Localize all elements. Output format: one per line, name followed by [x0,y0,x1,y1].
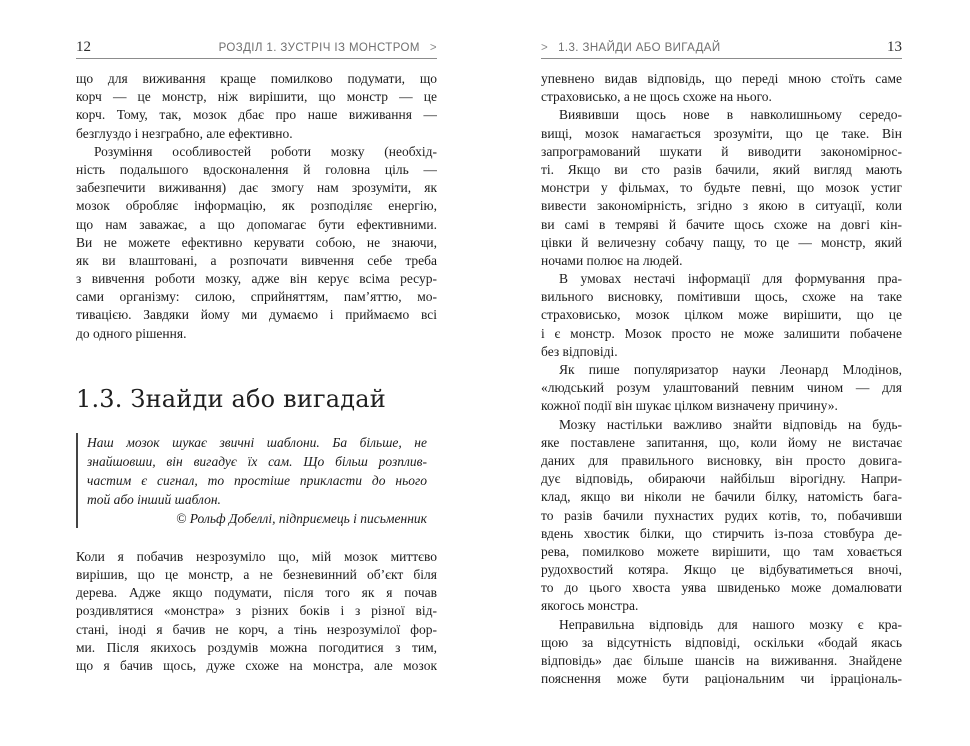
paragraph-line: яке поставлене запитання, що, коли йому не вистачає [541,434,902,450]
paragraph-line: Неправильна відповідь для нашого мозку є кра- [559,616,902,632]
paragraph-line: Мозку настільки важливо знайти відповідь на будь- [559,416,902,432]
paragraph-line: монстри у фільмах, то будьте певні, що мозок устиг [541,180,902,196]
paragraph-line: клад, якщо ви ніколи не бачили білку, натомість бага- [541,489,902,505]
epigraph [76,433,427,528]
paragraph-line: страховисько, а не щось схоже на нього. [541,89,772,105]
epigraph-line: той або інший шаблон. [87,491,221,507]
paragraph-line: цівки й величезну собачу пащу, то це — монстр, який [541,234,902,250]
body-paragraph [541,416,902,616]
paragraph-line: якогось монстра. [541,598,639,614]
paragraph-line: відповідь» дає більше шансів на виживання. Знайдене [541,653,902,668]
paragraph-line: В умовах нестачі інформації для формування пра- [559,271,902,287]
paragraph-line: що нам заважає, а що допомагає бути ефективними. [76,216,437,232]
chevron-right-icon: > [429,42,437,54]
paragraph-line: вильного висновку, помітивши щось, схоже на таке [541,289,902,305]
paragraph-line: дерева. Адже якщо подумати, після того як я почав [76,585,437,601]
paragraph-line: ність подальшого вдосконалення й головна ціль — [76,161,437,177]
paragraph-line: ті. Якщо ви сто разів бачили, який вигляд мають [541,161,902,177]
chevron-right-icon: > [541,42,549,54]
paragraph-line: роздивлятися «монстра» з різних боків і з різної від- [76,603,437,619]
epigraph-line: Наш мозок шукає звичні шаблони. Ба більше, не [87,434,427,450]
running-head-group [541,41,721,55]
body-paragraph [541,361,902,416]
paragraph-line: сами організму: силою, сприйняттям, пам’яттю, мо- [76,289,437,305]
paragraph-line: дує відповідь, обираючи найбільш вірогідну. Напри- [541,471,902,487]
page-number: 12 [76,39,91,55]
header-rule [76,58,437,59]
body-paragraph [76,143,437,343]
paragraph-line: щою за відсутність відповіді, оскільки «бодай якась [541,634,902,650]
page-right [485,0,970,746]
paragraph-line: вдень хвостик білки, що стирчить із-поза стовбура де- [541,525,902,541]
running-head: 1.3. ЗНАЙДИ АБО ВИГАДАЙ [558,42,721,54]
paragraph-line: рудохвостий котяра. Якщо це відбуватиметься вночі, [541,562,902,578]
running-head: РОЗДІЛ 1. ЗУСТРІЧ ІЗ МОНСТРОМ [218,42,420,54]
epigraph-line: частим є сигнал, то простіше прикласти до нього [87,472,427,488]
paragraph-line: і є монстр. Мозок просто не може залишити побачене [541,325,902,341]
paragraph-line: з вивчення роботи мозку, адже він керує всіма ресур- [76,271,437,287]
page-header [76,40,437,55]
paragraph-line: Ви не можете ефективно керувати собою, не знаючи, [76,234,437,250]
header-rule [541,58,902,59]
body-paragraph [541,270,902,361]
body-paragraph [541,70,902,106]
paragraph-line: вирішив, що це монстр, а не безневинний об’єкт біля [76,567,437,582]
paragraph-line: даних для правильного висновку, він просто довига- [541,452,902,468]
paragraph-line: Розуміння особливостей роботи мозку (необхід- [94,143,437,159]
paragraph-line: упевнено видав відповідь, що переді мною стоїть саме [541,71,902,86]
paragraph-line: стані, іноді я бачив не корч, а тінь незрозумілої фор- [76,621,437,637]
paragraph-line: що я бачив щось, дуже схоже на монстра, але мозок [76,657,437,673]
paragraph-line: Виявивши щось нове в навколишньому середо- [559,107,902,123]
body-paragraph [76,70,437,143]
paragraph-line: забезпечити виживання) дає змогу нам зрозуміти, як [76,180,437,196]
running-head-group [219,41,437,55]
paragraph-line: мозок обробляє інформацію, як розподіляє енергію, [76,198,437,214]
paragraph-line: як ви влаштовані, а розпочати вивчення себе треба [76,252,437,268]
section-heading: 1.3. Знайди або вигадай [76,384,386,413]
paragraph-line: вивести закономірність, згідно з якою в ситуації, коли [541,198,902,214]
paragraph-line: запрограмований шукати й виводити закономірнос- [541,143,902,159]
paragraph-line: корч — це монстр, ніж вирішити, що монстр — це [76,89,437,105]
page-body [76,70,437,675]
paragraph-line: до одного рішення. [76,325,187,341]
paragraph-line: то разів бачили пухнастих рудих котів, то, побачивши [541,507,902,523]
paragraph-line: рева, помилково можете вирішити, що там ховається [541,543,902,559]
paragraph-line: Коли я побачив незрозуміло що, мій мозок миттєво [76,548,437,564]
epigraph-line: знайшовши, він вигадує їх сам. Що більш розплив- [87,453,427,469]
paragraph-line: корч. Тому, так, мозок дбає про наше виживання — [76,107,437,123]
page-header [541,40,902,55]
paragraph-line: що для виживання краще помилково подумати, що [76,71,437,86]
paragraph-line: Як пише популяризатор науки Леонард Млодінов, [559,362,902,377]
paragraph-line: страховисько, мозок цілком може вирішити, що це [541,307,902,323]
page-number: 13 [887,39,902,55]
paragraph-line: ви самі в темряві й бачите щось схоже на довгі кін- [541,216,902,232]
paragraph-line: ми. Після якихось роздумів можна погодитися з тим, [76,639,437,655]
paragraph-line: вищі, мозок намагається зрозуміти, що це таке. Він [541,125,902,141]
paragraph-line: то до цього хвоста уява швиденько може домалювати [541,580,902,596]
paragraph-line: без відповіді. [541,343,618,359]
epigraph-attribution: © Рольф Добеллі, підприємець і письменник [176,510,427,526]
paragraph-line: безглуздо і незграбно, але ефективно. [76,125,293,141]
paragraph-line: пояснення може бути раціональним чи ірраціональ- [541,671,902,687]
paragraph-line: «людський розум улаштований певним чином — для [541,380,902,396]
page-body [541,70,902,688]
paragraph-line: тивацією. Завдяки йому ми думаємо і приймаємо всі [76,307,437,323]
body-paragraph [76,548,437,675]
paragraph-line: кожної події він шукає цілком визначену причину». [541,398,838,414]
paragraph-line: ночами полює на людей. [541,252,683,268]
body-paragraph [541,616,902,689]
body-paragraph [541,106,902,270]
